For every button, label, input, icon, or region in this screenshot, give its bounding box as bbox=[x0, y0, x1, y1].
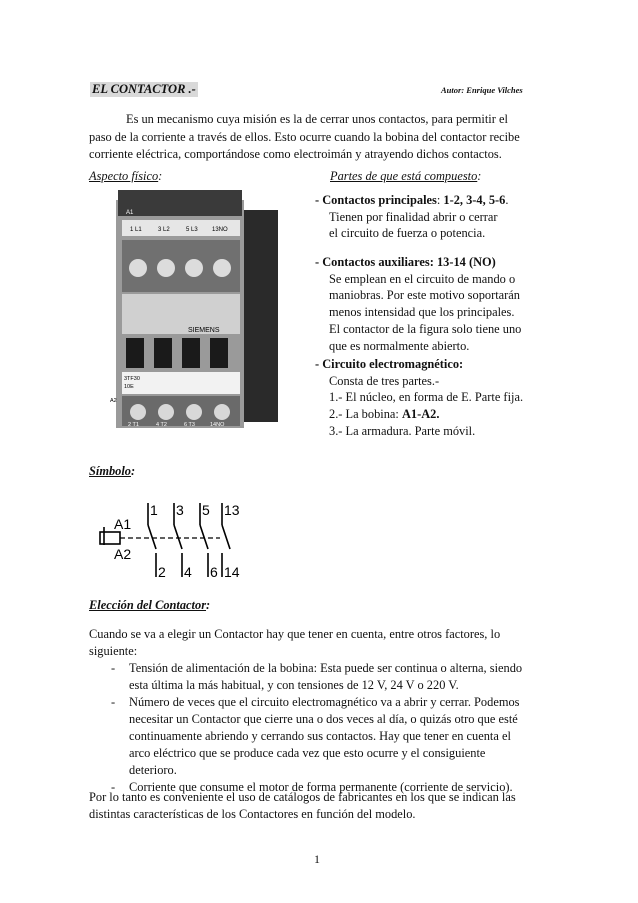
list-line: continuamente abriendo y cerrando sus contactos. Hay que tener en cuenta el bbox=[129, 729, 511, 743]
symbol-top-3: 3 bbox=[176, 502, 184, 518]
intro-line-3: corriente eléctrica, comportándose como electroimán y atrayendo dichos contactos. bbox=[89, 147, 502, 161]
eleccion-label: Elección del Contactor bbox=[89, 598, 207, 612]
list-item bbox=[89, 660, 559, 694]
aspecto-colon: : bbox=[158, 169, 163, 183]
contactor-top bbox=[118, 190, 242, 216]
list-line: Corriente que consume el motor de forma permanente (corriente de servicio). bbox=[129, 780, 513, 794]
list-dash: - bbox=[111, 780, 116, 794]
principales-value: 1-2, 3-4, 5-6 bbox=[443, 193, 506, 207]
page-number: 1 bbox=[314, 852, 320, 866]
document-title: EL CONTACTOR .- bbox=[92, 82, 196, 96]
list-line: arco eléctrico que se produce cada vez que esto ocurre y el consiguiente bbox=[129, 746, 486, 760]
contactor-symbol bbox=[96, 497, 256, 582]
symbol-bottom-2: 2 bbox=[158, 564, 166, 580]
partes-label: Partes de que está compuesto bbox=[330, 169, 478, 183]
symbol-a1: A1 bbox=[114, 516, 132, 532]
list-dash: - bbox=[111, 661, 116, 675]
photo-model-2: 10E bbox=[124, 384, 134, 390]
symbol-a2: A2 bbox=[114, 546, 132, 562]
partes-colon: : bbox=[477, 169, 482, 183]
photo-top-label-4: 13NO bbox=[212, 227, 228, 233]
eleccion-colon: : bbox=[206, 598, 211, 612]
contactor-photo bbox=[108, 190, 286, 435]
photo-top-label-1: 1 L1 bbox=[130, 227, 142, 233]
symbol-top-13: 13 bbox=[224, 502, 240, 518]
contactos-principales bbox=[315, 192, 555, 242]
photo-top-label-3: 5 L3 bbox=[186, 227, 198, 233]
coil-rect bbox=[100, 532, 120, 544]
list-line: esta última la más habitual, y con tensiones de 12 V, 24 V o 220 V. bbox=[129, 678, 459, 692]
circuito-line-3a: 2.- La bobina: bbox=[329, 407, 402, 422]
auxiliares-lead: - Contactos auxiliares: 13-14 (NO) bbox=[315, 255, 496, 269]
symbol-bottom-14: 14 bbox=[224, 564, 240, 580]
principales-end: . bbox=[505, 193, 509, 207]
aspecto-label: Aspecto físico bbox=[89, 169, 159, 183]
contactor-side bbox=[244, 210, 278, 422]
photo-coil-a1: A1 bbox=[126, 210, 134, 216]
list-line: necesitar un Contactor que cierre una o dos veces al día, o quizás otro que esté bbox=[129, 712, 518, 726]
list-item bbox=[89, 694, 559, 779]
list-line: Tensión de alimentación de la bobina: Esta puede ser continua o alterna, siendo bbox=[129, 661, 523, 675]
symbol-top-5: 5 bbox=[202, 502, 210, 518]
auxiliares-line-4: El contactor de la figura solo tiene uno bbox=[329, 321, 522, 336]
circuito-lead: - Circuito electromagnético: bbox=[315, 357, 464, 371]
photo-brand: SIEMENS bbox=[188, 327, 220, 334]
circuito-line-3b: A1-A2. bbox=[401, 407, 440, 422]
photo-coil-a2: A2 bbox=[110, 398, 117, 404]
eleccion-heading bbox=[89, 597, 210, 613]
aspecto-heading bbox=[89, 168, 162, 184]
circuito-line-2: 1.- El núcleo, en forma de E. Parte fija. bbox=[329, 390, 524, 405]
eleccion-intro bbox=[89, 626, 559, 660]
intro-line-1: Es un mecanismo cuya misión es la de cerrar unos contactos, para permitir el bbox=[126, 112, 508, 126]
eleccion-list bbox=[89, 660, 559, 796]
photo-model-1: 3TF30 bbox=[124, 376, 140, 382]
eleccion-intro-line-1: Cuando se va a elegir un Contactor hay que tener en cuenta, entre otros factores, lo bbox=[89, 627, 501, 641]
photo-top-label-2: 3 L2 bbox=[158, 227, 170, 233]
list-line: deterioro. bbox=[129, 763, 177, 777]
photo-bottom-label-4: 14NO bbox=[210, 422, 225, 428]
simbolo-label: Símbolo bbox=[89, 464, 131, 478]
photo-bottom-label-3: 6 T3 bbox=[184, 422, 195, 428]
symbol-bottom-6: 6 bbox=[210, 564, 218, 580]
principales-line-2: el circuito de fuerza o potencia. bbox=[329, 226, 486, 241]
intro-paragraph bbox=[89, 111, 551, 164]
contactos-auxiliares bbox=[315, 254, 555, 354]
photo-bottom-label-1: 2 T1 bbox=[128, 422, 139, 428]
list-line: Número de veces que el circuito electromagnético va a abrir y cerrar. Podemos bbox=[129, 695, 520, 709]
circuito-line-4: 3.- La armadura. Parte móvil. bbox=[329, 423, 476, 438]
principales-sep: : bbox=[436, 193, 444, 207]
closing-line-2: distintas características de los Contactores en función del modelo. bbox=[89, 807, 416, 821]
partes-heading bbox=[330, 168, 481, 184]
closing-paragraph bbox=[89, 789, 559, 823]
simbolo-heading bbox=[89, 463, 135, 479]
simbolo-colon: : bbox=[131, 464, 136, 478]
auxiliares-line-1: Se emplean en el circuito de mando o bbox=[329, 271, 516, 286]
symbol-bottom-4: 4 bbox=[184, 564, 192, 580]
principales-line-1: Tienen por finalidad abrir o cerrar bbox=[329, 209, 498, 224]
principales-lead: - Contactos principales bbox=[315, 193, 437, 207]
circuito-line-1: Consta de tres partes.- bbox=[329, 373, 440, 388]
photo-bottom-label-2: 4 T2 bbox=[156, 422, 167, 428]
auxiliares-line-3: menos intensidad que los principales. bbox=[329, 305, 515, 320]
author-line: Autor: Enrique Vilches bbox=[441, 85, 523, 95]
auxiliares-line-5: que es normalmente abierto. bbox=[329, 338, 470, 353]
closing-line-1: Por lo tanto es conveniente el uso de catálogos de fabricantes en los que se indican las bbox=[89, 790, 516, 804]
auxiliares-line-2: maniobras. Por este motivo soportarán bbox=[329, 288, 520, 303]
list-dash: - bbox=[111, 695, 116, 709]
symbol-top-1: 1 bbox=[150, 502, 158, 518]
intro-line-2: paso de la corriente a través de ellos. Esto ocurre cuando la bobina del contactor recibe bbox=[89, 129, 520, 144]
eleccion-intro-line-2: siguiente: bbox=[89, 644, 138, 658]
circuito-electromagnetico bbox=[315, 356, 555, 440]
